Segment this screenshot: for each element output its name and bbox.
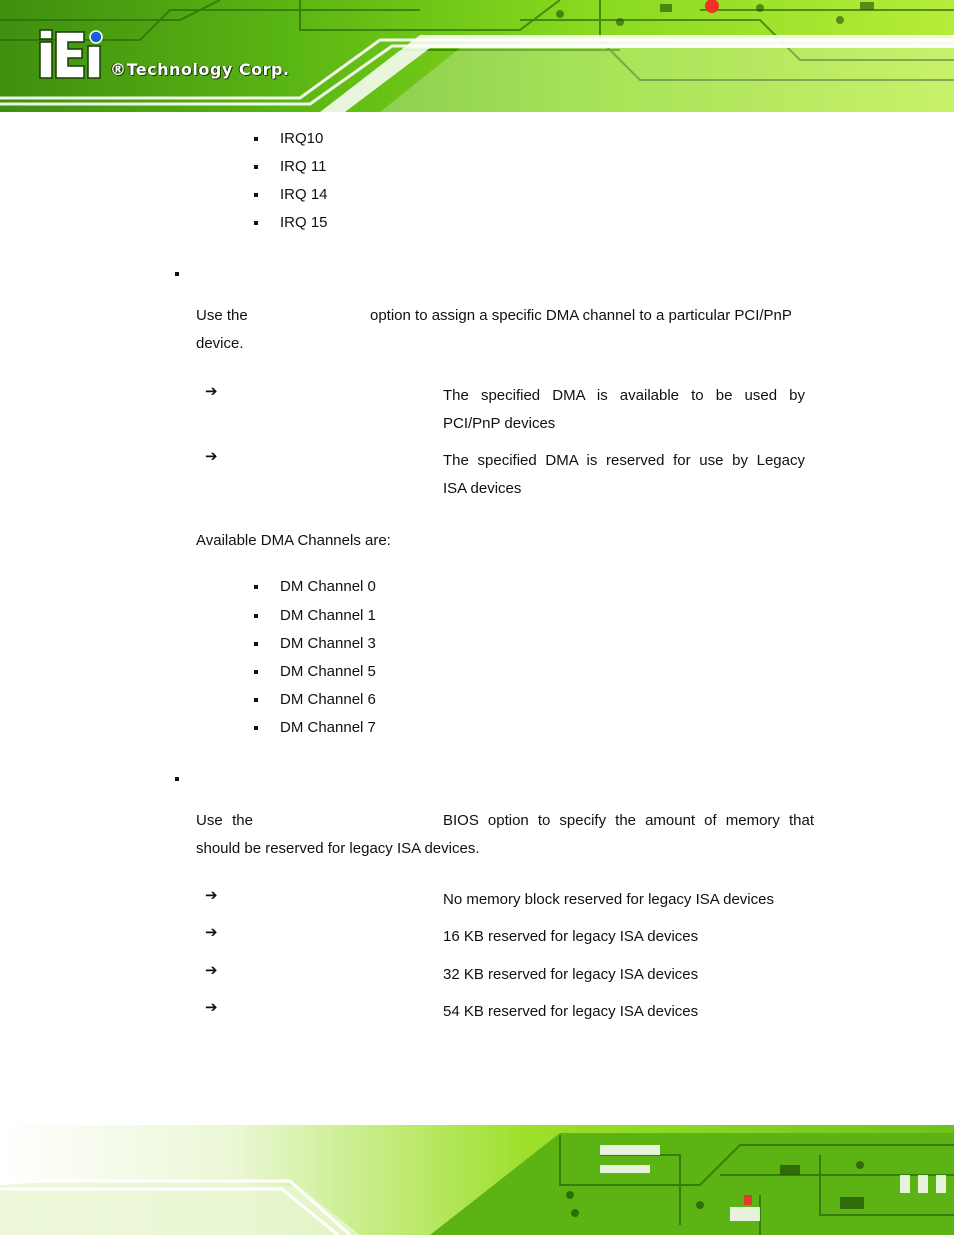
dma-intro-start: Use the (196, 307, 248, 324)
memory-intro-start: Use the (196, 812, 253, 829)
square-bullet-icon (254, 670, 258, 674)
list-item: IRQ 14 (280, 186, 328, 203)
company-name: ®Technology Corp. (110, 60, 290, 79)
arrow-right-icon: ➔ (205, 886, 218, 904)
memory-intro-line2: should be reserved for legacy ISA devices. (196, 840, 480, 857)
circuit-board-artwork (0, 0, 954, 112)
list-item: IRQ 15 (280, 214, 328, 231)
memory-option-description: 54 KB reserved for legacy ISA devices (443, 1003, 699, 1020)
dma-option-description: The specified DMA is available to be used by (443, 387, 805, 404)
arrow-right-icon: ➔ (205, 382, 218, 400)
square-bullet-icon (254, 585, 258, 589)
iei-logo-icon (38, 28, 108, 80)
square-bullet-icon (254, 221, 258, 225)
arrow-right-icon: ➔ (205, 961, 218, 979)
dma-option-description: ISA devices (443, 480, 522, 497)
list-item: DM Channel 6 (280, 691, 376, 708)
square-bullet-icon (254, 614, 258, 618)
square-bullet-icon (254, 193, 258, 197)
page-footer-banner (0, 1125, 954, 1235)
circuit-board-artwork (0, 1125, 954, 1235)
dma-option-description: PCI/PnP devices (443, 415, 556, 432)
square-bullet-icon (254, 137, 258, 141)
dma-option-description: The specified DMA is reserved for use by Legacy (443, 452, 805, 469)
square-bullet-icon (254, 642, 258, 646)
square-bullet-icon (254, 165, 258, 169)
page-header-banner (0, 0, 954, 112)
list-item: IRQ 11 (280, 158, 327, 175)
available-channels-label: Available DMA Channels are: (196, 532, 391, 549)
list-item: DM Channel 3 (280, 635, 376, 652)
memory-intro-end: BIOS option to specify the amount of memory that (443, 812, 814, 829)
list-item: DM Channel 5 (280, 663, 376, 680)
memory-option-description: No memory block reserved for legacy ISA devices (443, 891, 774, 908)
memory-option-description: 32 KB reserved for legacy ISA devices (443, 966, 699, 983)
arrow-right-icon: ➔ (205, 447, 218, 465)
section-bullet-icon (175, 777, 179, 781)
arrow-right-icon: ➔ (205, 923, 218, 941)
dma-intro-end: option to assign a specific DMA channel to a particular PCI/PnP (370, 307, 792, 324)
memory-option-description: 16 KB reserved for legacy ISA devices (443, 928, 699, 945)
arrow-right-icon: ➔ (205, 998, 218, 1016)
dma-intro-line2: device. (196, 335, 244, 352)
section-bullet-icon (175, 272, 179, 276)
square-bullet-icon (254, 698, 258, 702)
list-item: DM Channel 0 (280, 578, 376, 595)
square-bullet-icon (254, 726, 258, 730)
list-item: DM Channel 1 (280, 607, 376, 624)
list-item: IRQ10 (280, 130, 324, 147)
list-item: DM Channel 7 (280, 719, 376, 736)
